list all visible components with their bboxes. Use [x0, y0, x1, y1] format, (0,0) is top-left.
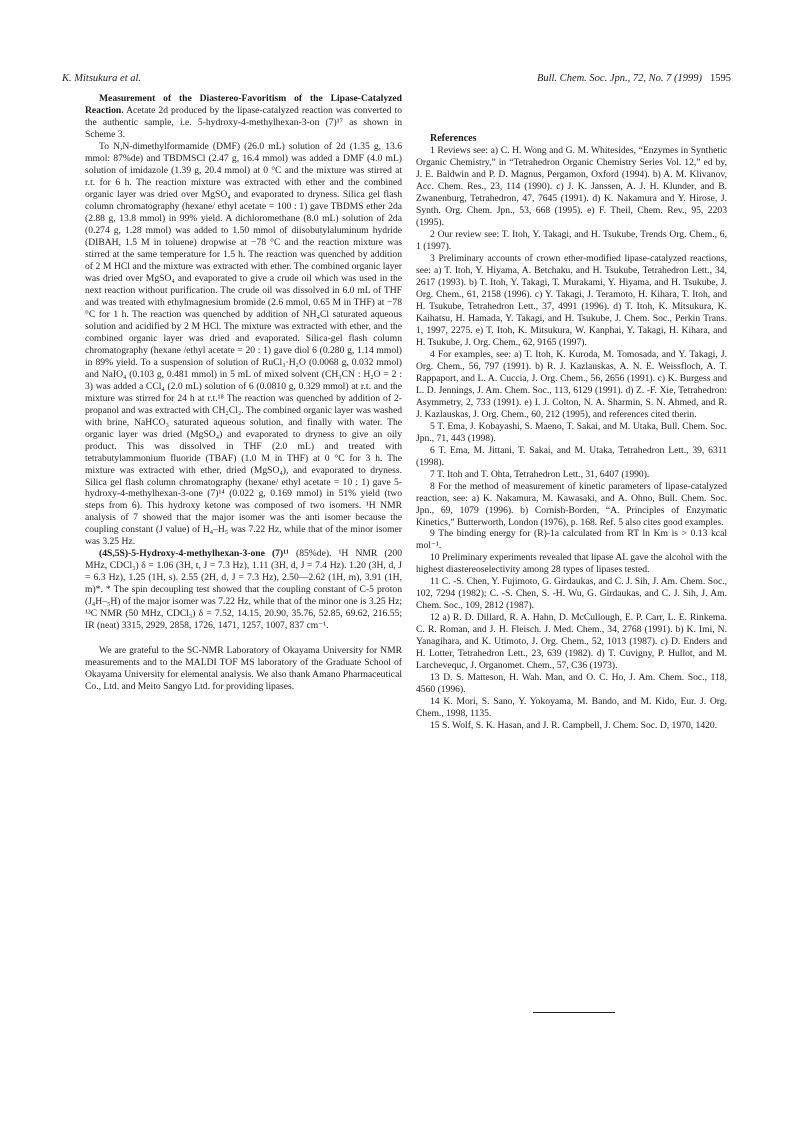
reference-list: [416, 145, 727, 732]
reference-item: 11 C. -S. Chen, Y. Fujimoto, G. Girdaukas, and C. J. Sih, J. Am. Chem. Soc., 102, 7294 (1982); C. -S. Chen, S. -H. Wu, G. Girdaukas, and C. J. Sih, J. Am. Chem. Soc., 109, 2812 (1987).: [416, 576, 727, 612]
reference-item: 14 K. Mori, S. Sano, Y. Yokoyama, M. Bando, and M. Kido, Eur. J. Org. Chem., 1998, 1135.: [416, 696, 727, 720]
reference-item: 6 T. Ema, M. Jittani, T. Sakai, and M. Utaka, Tetrahedron Lett., 39, 6311 (1998).: [416, 444, 727, 468]
procedure-paragraph: To N,N-dimethylformamide (DMF) (26.0 mL) solution of 2d (1.35 g, 13.6 mmol: 87%de) and TBDMSCl (2.47 g, 16.4 mmol) was added a DMF (4.0 mL) solution of imidazole (1.39 g, 20.4 mmol) at 0 °C and the mixture was stirred at r.t. for 6 h. The reaction mixture was extracted with ether and the combined organic layer was dried over MgSO₄ and evaporated to dryness. Silica gel flash column chromatography (hexane/ ethyl acetate = 100 : 1) gave TBDMS ether 2da (2.88 g, 13.8 mmol) in 99% yield. A dichloromethane (8.0 mL) solution of 2da (0.274 g, 1.28 mmol) was added to 1.50 mmol of diisobutylaluminum hydride (DIBAH, 1.5 M in toluene) dropwise at −78 °C and the reaction mixture was stirred at the same temperature for 1.5 h. The reaction was quenched by addition of 2 M HCl and the mixture was extracted with ether. The combined organic layer was dried over MgSO₄ and evaporated to give a crude oil which was used in the next reaction without purification. The crude oil was dissolved in 6.0 mL of THF and was treated with ethylmagnesium bromide (2.6 mmol, 0.65 M in THF) at −78 °C for 1 h. The reaction was quenched by addition of NH₄Cl saturated aqueous solution and acidified by 2 M HCl. The mixture was extracted with ether, and the combined organic layer was dried and evaporated. Silica-gel flash column chromatography (hexane /ethyl acetate = 20 : 1) gave diol 6 (0.280 g, 1.14 mmol) in 89% yield. To a suspension of solution of RuCl₃·H₂O (0.0068 g, 0.032 mmol) and NaIO₄ (0.103 g, 0.481 mmol) in 5 mL of mixed solvent (CH₃CN : H₂O = 2 : 3) was added a CCl₄ (2.0 mL) solution of 6 (0.0810 g, 0.329 mmol) at r.t. and the mixture was stirred for 24 h at r.t.¹⁸ The reaction was quenched by addition of 2-propanol and was extracted with CH₂Cl₂. The combined organic layer was washed with brine, NaHCO₃ saturated aqueous solution, and finally with water. The organic layer was dried (MgSO₄) and evaporated to dryness to give an oily product. This was dissolved in THF (2.0 mL) and treated with tetrabutylammonium fluoride (TBAF) (1.0 M in THF) at 0 °C for 3 h. The mixture was extracted with ether, dried (MgSO₄), and evaporated to dryness. Silica gel flash column chromatography (hexane/ ethyl acetate = 10 : 1) gave 5-hydroxy-4-methylhexan-3-one (7)¹⁴ (0.022 g, 0.169 mmol) in 51% yield (two steps from 6). This hydroxy ketone was composed of two isomers. ¹H NMR analysis of 7 showed that the major isomer was the anti isomer because the coupling constant (J value) of H₄–H₅ was 7.22 Hz, while that of the minor isomer was 3.25 Hz.: [85, 140, 402, 548]
compound-data: (85%de). ¹H NMR (200 MHz, CDCl₃) δ = 1.06 (3H, t, J = 7.3 Hz), 1.11 (3H, d, J = 7.4 Hz). 1.20 (3H, d, J = 6.3 Hz), 1.25 (1H, s). 2.55 (2H, d, J = 7.3 Hz), 2.50—2.62 (1H, m), 3.91 (1H, m)*. * The spin decoupling test showed that the coupling constant of C-5 proton (J₄H–₅H) of the major isomer was 7.22 Hz, while that of the minor one is 3.25 Hz; ¹³C NMR (50 MHz, CDCl₃) δ = 7.52, 14.15, 20.90, 35.76, 52.85, 69.62, 216.55; IR (neat) 3315, 2929, 2858, 1726, 1471, 1257, 1007, 837 cm⁻¹.: [85, 548, 402, 632]
measurement-text: Acetate 2d produced by the lipase-catalyzed reaction was converted to the authentic sample, i.e. 5-hydroxy-4-methylhexan-3-on (7)¹⁷ as shown in Scheme 3.: [85, 104, 402, 140]
measurement-paragraph: [85, 93, 402, 141]
reference-item: 2 Our review see: T. Itoh, Y. Takagi, and H. Tsukube, Trends Org. Chem., 6, 1 (1997).: [416, 228, 727, 252]
end-rule: [533, 1012, 615, 1013]
acknowledgment: We are grateful to the SC-NMR Laboratory of Okayama University for NMR measurements and to the MALDI TOF MS laboratory of the Graduate School of Okayama University for elemental analysis. We also thank Amano Pharmaceutical Co., Ltd. and Meito Sangyo Ltd. for providing lipases.: [85, 645, 402, 693]
right-column: [416, 93, 727, 732]
reference-item: 8 For the method of measurement of kinetic parameters of lipase-catalyzed reaction, see: a) K. Nakamura, M. Kawasaki, and A. Ohno, Bull. Chem. Soc. Jpn., 69, 1079 (1996). b) Cornish-Borden, “A. Principles of Enzymatic Kinetics,” Butterworth, London (1976), p. 168. Ref. 5 also cites good examples.: [416, 480, 727, 528]
compound-name: (4S,5S)-5-Hydroxy-4-methylhexan-3-one (7)¹¹: [99, 548, 289, 560]
section-heading: Measurement of the Diastereo-Favoritism of the Lipase-Catalyzed Reaction.: [85, 93, 402, 116]
left-column: [85, 93, 402, 693]
reference-item: 4 For examples, see: a) T. Itoh, K. Kuroda, M. Tomosada, and Y. Takagi, J. Org. Chem., 56, 797 (1991). b) R. J. Kazlauskas, A. N. E. Weissfloch, A. T. Rappaport, and L. A. Cuccia, J. Org. Chem., 56, 2656 (1991). c) K. Burgess and L. D. Jennings, J. Am. Chem. Soc., 113, 6129 (1991). d) Z. -F. Xie, Tetrahedron: Asymmetry, 2, 733 (1991). e) I. J. Colton, N. A. Sharmin, S. N. Ahmed, and R. J. Kazlauskas, J. Org. Chem., 60, 212 (1995), and references cited therin.: [416, 348, 727, 420]
compound-characterization: [85, 548, 402, 632]
reference-item: 12 a) R. D. Dillard, R. A. Hahn, D. McCullough, E. P. Carr, L. E. Rinkema. C. R. Roman, and J. H. Fleisch. J. Med. Chem., 34, 2768 (1991). b) K. Imi, N. Yanagihara, and K. Utimoto, J. Org. Chem., 52, 1013 (1987). c) D. Enders and H. Lotter, Tetrahedron Lett., 23, 639 (1982). d) T. Cuvigny, P. Hullot, and M. Larchevequc, J. Organomet. Chem., 57, C36 (1973).: [416, 612, 727, 672]
reference-item: 13 D. S. Matteson, H. Wah. Man, and O. C. Ho, J. Am. Chem. Soc., 118, 4560 (1996).: [416, 672, 727, 696]
reference-item: 7 T. Itoh and T. Ohta, Tetrahedron Lett., 31, 6407 (1990).: [430, 468, 650, 480]
reference-item: 1 Reviews see: a) C. H. Wong and G. M. Whitesides, “Enzymes in Synthetic Organic Chemistry,” in “Tetrahedron Organic Chemistry Series Vol. 12,” ed by, J. E. Baldwin and P. D. Magnus, Pergamon, Oxford (1994). b) A. M. Klivanov, Acc. Chem. Res., 23, 114 (1990). c) J. K. Janssen, A. J. H. Klunder, and B. Zwanenburg, Tetrahedron, 47, 7645 (1991). d) K. Nakamura and Y. Hirose, J. Synth. Org. Chem. Jpn., 53, 668 (1995). e) F. Theil, Chem. Rev., 95, 2203 (1995).: [416, 144, 727, 228]
running-header: [62, 73, 731, 89]
reference-item: 5 T. Ema, J. Kobayashi, S. Maeno, T. Sakai, and M. Utaka, Bull. Chem. Soc. Jpn., 71, 443 (1998).: [416, 420, 727, 444]
reference-item: 10 Preliminary experiments revealed that lipase AL gave the alcohol with the highest diastereoselectivity among 28 types of lipases tested.: [416, 552, 727, 576]
header-journal: Bull. Chem. Soc. Jpn., 72, No. 7 (1999): [536, 73, 702, 84]
reference-item: 9 The binding energy for (R)-1a calculated from RT ln Km is > 0.13 kcal mol⁻¹.: [416, 528, 727, 552]
header-journal-citation: [537, 73, 731, 84]
references-heading: References: [430, 133, 477, 144]
reference-item: 15 S. Wolf, S. K. Hasan, and J. R. Campbell, J. Chem. Soc. D, 1970, 1420.: [430, 720, 718, 732]
page-number: 1595: [710, 73, 731, 84]
reference-item: 3 Preliminary accounts of crown ether-modified lipase-catalyzed reactions, see: a) T. Itoh, Y. Hiyama, A. Betchaku, and H. Tsukube, Tetrahedron Lett., 34, 2617 (1993). b) T. Itoh, Y. Takagi, T. Murakami, Y. Hiyama, and H. Tsukube, J. Org. Chem., 61, 2158 (1996). c) Y. Takagi, J. Teramoto, H. Kihara, T. Itoh, and H. Tsukube, Tetrahedron Lett., 37, 4991 (1996). d) T. Itoh, K. Mitsukura, K. Kaihatsu, H. Hamada, Y. Takagi, and H. Tsukube, J. Chem. Soc., Perkin Trans. 1, 1997, 2275. e) T. Itoh, K. Mitsukura, W. Kanphai, Y. Takagi, H. Kihara, and H. Tsukube, J. Org. Chem., 62, 9165 (1997).: [416, 252, 727, 348]
header-authors: K. Mitsukura et al.: [62, 73, 142, 84]
